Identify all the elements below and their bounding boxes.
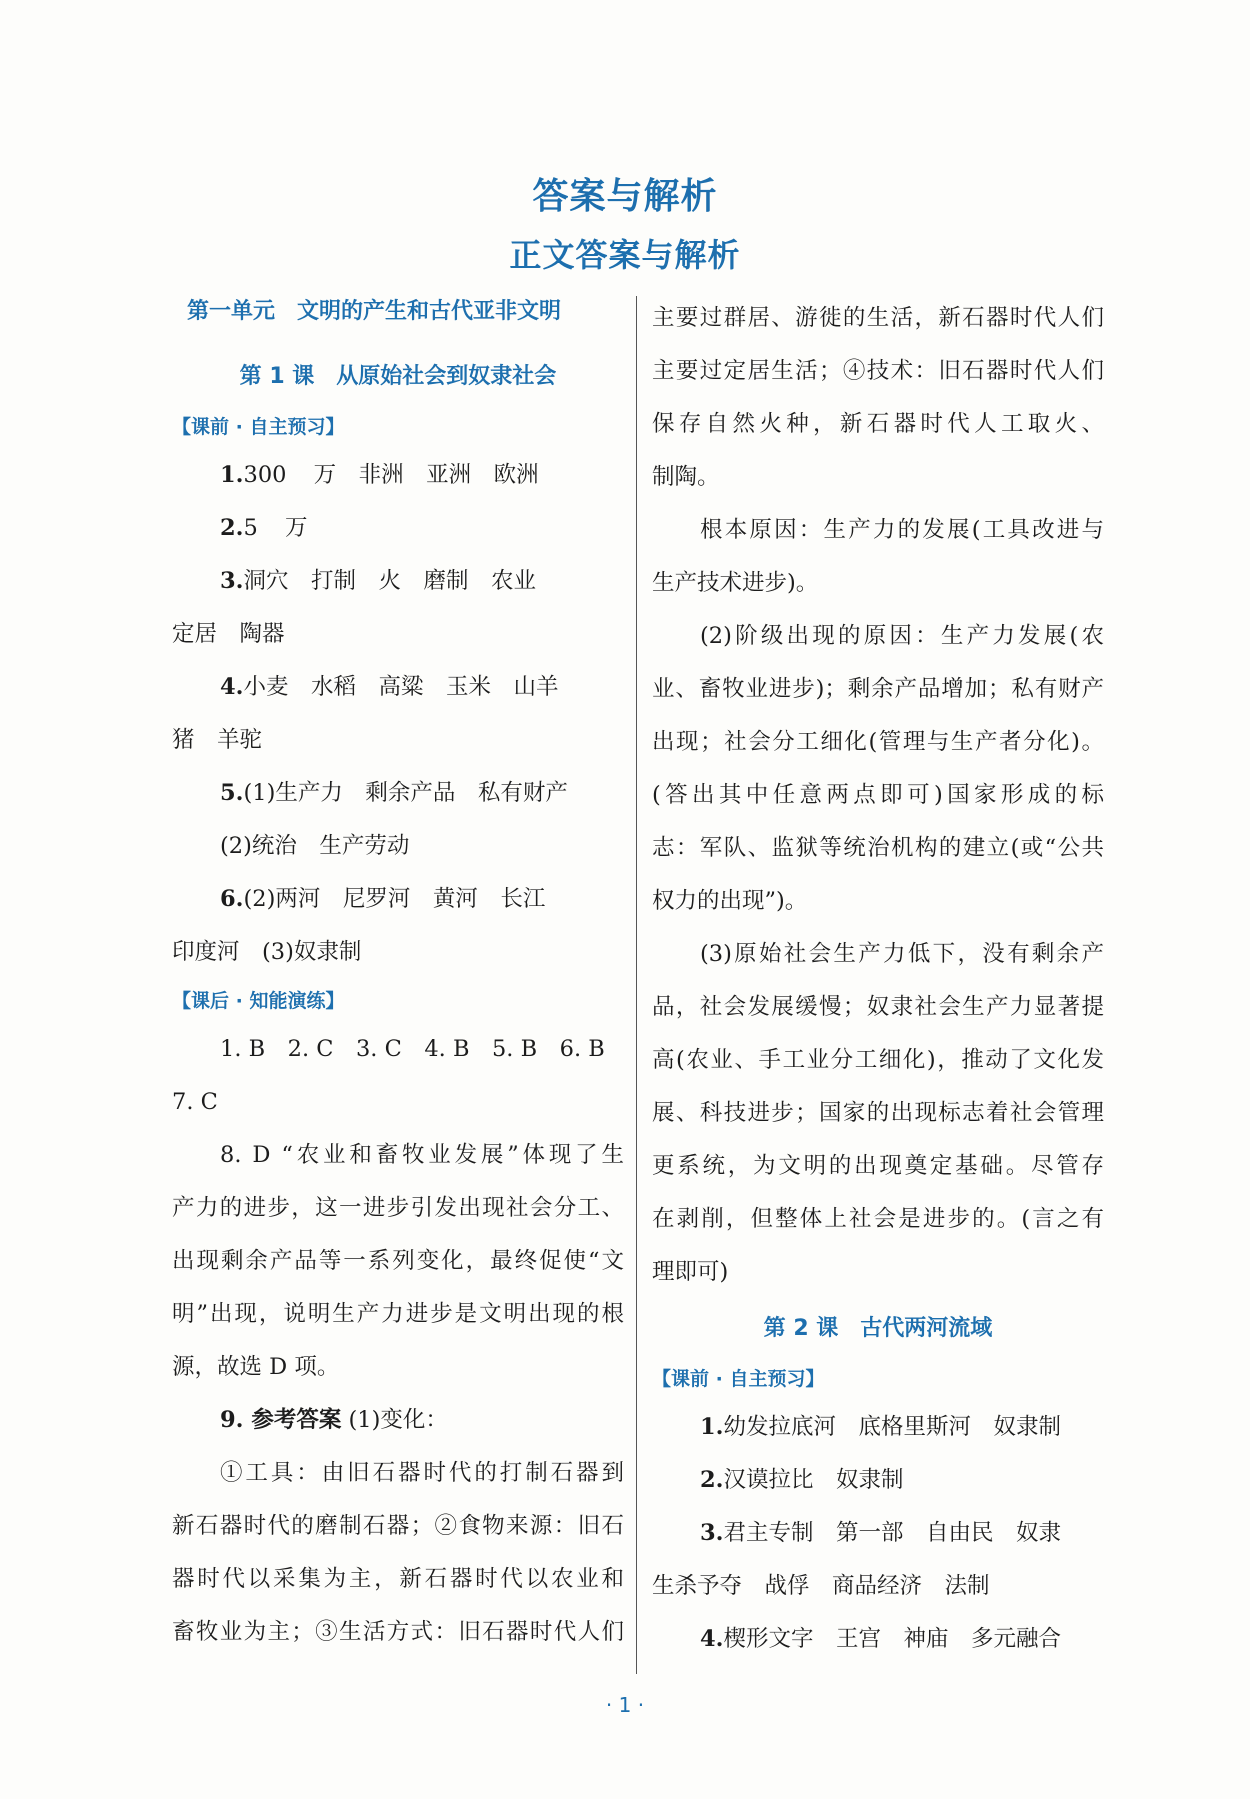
- page-subtitle: 正文答案与解析: [509, 236, 741, 274]
- section-tag-pre: 【课前 · 自主预习】: [172, 416, 345, 438]
- answer-line: 2.汉谟拉比 奴隶制: [700, 1467, 904, 1493]
- q8-line: 8. D “农业和畜牧业发展”体现了生: [220, 1142, 624, 1168]
- q8-line: 出现剩余产品等一系列变化，最终促使“文: [172, 1248, 624, 1274]
- q9-continued-line: 主要过群居、游徙的生活，新石器时代人们: [652, 305, 1104, 331]
- lesson-2-title: 第 2 课 古代两河流域: [763, 1316, 993, 1341]
- class-origin-line: (2)阶级出现的原因：生产力发展(农: [700, 623, 1104, 649]
- q9-line: 新石器时代的磨制石器；②食物来源：旧石: [172, 1513, 624, 1539]
- answer-line: 猪 羊驼: [172, 727, 263, 753]
- lesson-title: 第 1 课 从原始社会到奴隶社会: [239, 364, 557, 389]
- q9-continued-line: 制陶。: [652, 464, 720, 490]
- q9-continued-line: 保存自然火种，新石器时代人工取火、: [652, 411, 1104, 437]
- answer-line: 3.君主专制 第一部 自由民 奴隶: [700, 1520, 1062, 1546]
- unit-title: 第一单元 文明的产生和古代亚非文明: [187, 299, 562, 324]
- root-cause-line: 根本原因：生产力的发展(工具改进与: [700, 517, 1104, 543]
- class-origin-line: (答出其中任意两点即可)国家形成的标: [652, 782, 1104, 808]
- class-origin-line: 业、畜牧业进步)；剩余产品增加；私有财产: [652, 676, 1104, 702]
- answer-line: 3.洞穴 打制 火 磨制 农业: [220, 568, 537, 594]
- q8-line: 源，故选 D 项。: [172, 1354, 340, 1380]
- q9-line: ①工具：由旧石器时代的打制石器到: [220, 1460, 624, 1486]
- answer-line: 4.小麦 水稻 高粱 玉米 山羊: [220, 674, 559, 700]
- class-origin-line: 志：军队、监狱等统治机构的建立(或“公共: [652, 835, 1104, 861]
- q8-line: 明”出现，说明生产力进步是文明出现的根: [172, 1301, 624, 1327]
- answer-line: 5.(1)生产力 剩余产品 私有财产: [220, 780, 568, 806]
- answer-line: 4.楔形文字 王宫 神庙 多元融合: [700, 1626, 1062, 1652]
- q9-line: 器时代以采集为主，新石器时代以农业和: [172, 1566, 624, 1592]
- answer-line: 1.幼发拉底河 底格里斯河 奴隶制: [700, 1414, 1062, 1440]
- class-origin-line: 权力的出现”)。: [652, 888, 808, 914]
- comparison-line: 理即可): [652, 1259, 729, 1285]
- page-number: · 1 ·: [605, 1693, 645, 1717]
- q9-heading: 9. 参考答案 (1)变化：: [220, 1407, 448, 1433]
- answer-line: 6.(2)两河 尼罗河 黄河 长江: [220, 886, 546, 912]
- section-tag-post: 【课后 · 知能演练】: [172, 990, 345, 1012]
- class-origin-line: 出现；社会分工细化(管理与生产者分化)。: [652, 729, 1104, 755]
- answer-line: (2)统治 生产劳动: [220, 833, 410, 859]
- page-title: 答案与解析: [532, 176, 718, 217]
- q9-continued-line: 主要过定居生活；④技术：旧石器时代人们: [652, 358, 1104, 384]
- column-divider: [636, 296, 637, 1674]
- q9-line: 畜牧业为主；③生活方式：旧石器时代人们: [172, 1619, 624, 1645]
- comparison-line: 展、科技进步；国家的出现标志着社会管理: [652, 1100, 1104, 1126]
- answer-line: 2.5 万: [220, 515, 308, 541]
- comparison-line: 品，社会发展缓慢；奴隶社会生产力显著提: [652, 994, 1104, 1020]
- q8-line: 产力的进步，这一进步引发出现社会分工、: [172, 1195, 624, 1221]
- comparison-line: 高(农业、手工业分工细化)，推动了文化发: [652, 1047, 1104, 1073]
- mc-answers: 1. B 2. C 3. C 4. B 5. B 6. B: [220, 1036, 605, 1062]
- comparison-line: (3)原始社会生产力低下，没有剩余产: [700, 941, 1104, 967]
- answer-line: 生杀予夺 战俘 商品经济 法制: [652, 1573, 990, 1599]
- left-column: [172, 292, 624, 1659]
- section-tag-pre-2: 【课前 · 自主预习】: [652, 1368, 825, 1390]
- answer-line: 1.300 万 非洲 亚洲 欧洲: [220, 462, 539, 488]
- comparison-line: 在剥削，但整体上社会是进步的。(言之有: [652, 1206, 1104, 1232]
- right-column: [652, 292, 1104, 1666]
- mc-answers-continued: 7. C: [172, 1089, 218, 1115]
- root-cause-line: 生产技术进步)。: [652, 570, 819, 596]
- comparison-line: 更系统，为文明的出现奠定基础。尽管存: [652, 1153, 1104, 1179]
- answer-line: 印度河 (3)奴隶制: [172, 939, 362, 965]
- answer-line: 定居 陶器: [172, 621, 285, 647]
